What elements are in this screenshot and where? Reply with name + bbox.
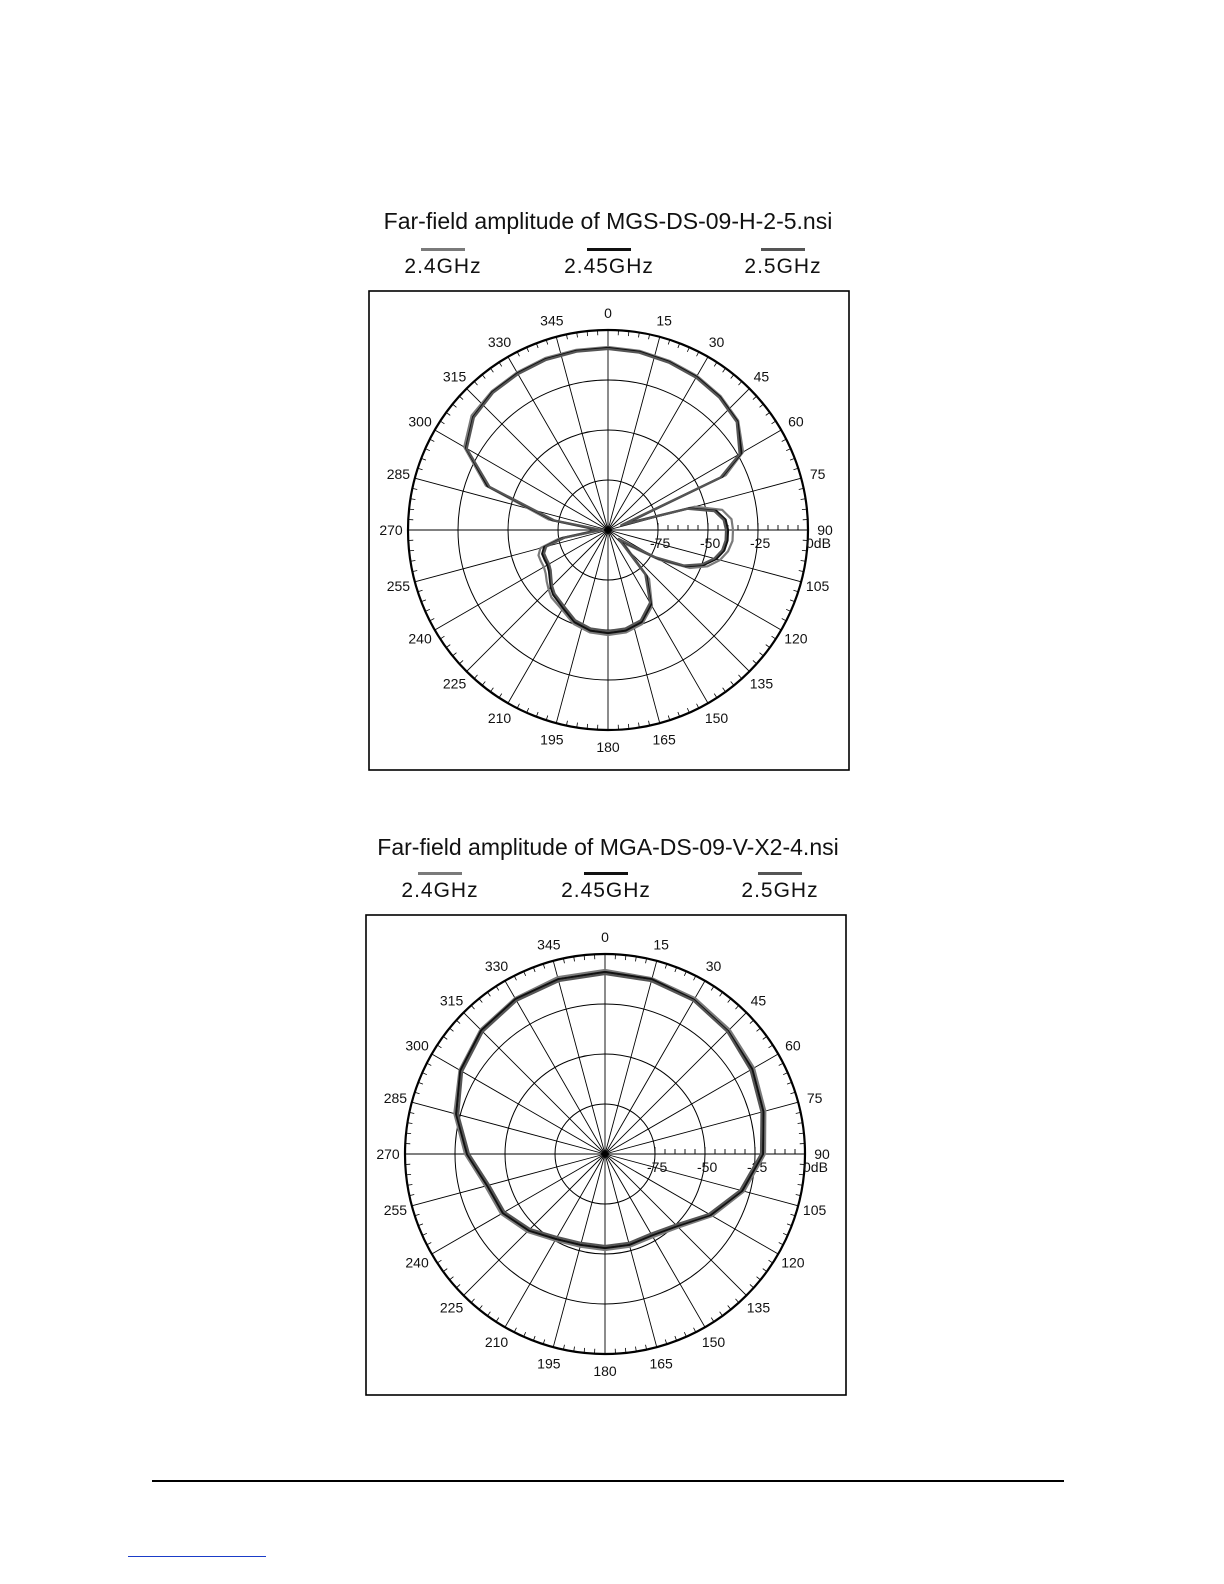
plot-2-outer-tick (427, 1063, 431, 1065)
plot-1-outer-tick (482, 375, 485, 379)
plot-2-angle-label-150: 150 (701, 1333, 726, 1350)
plot-2-outer-tick (757, 1277, 761, 1280)
plot-2-angle-label-180: 180 (593, 1363, 617, 1379)
plot-1-outer-tick (409, 509, 414, 510)
plot-2-outer-tick (769, 1260, 773, 1263)
plot-1-angle-label-165: 165 (652, 731, 676, 748)
plot-1-outer-tick (782, 439, 786, 441)
plot-1-outer-tick (482, 682, 485, 686)
plot-2-outer-tick (728, 999, 731, 1003)
plot-2-angle-label-345: 345 (537, 936, 561, 953)
plot-1-spoke-225 (467, 530, 608, 671)
plot-2-outer-tick (496, 1318, 499, 1322)
plot-1-angle-label-330: 330 (487, 334, 512, 351)
plot-1-legend-label-1: 2.45GHz (564, 255, 654, 278)
plot-1-radial-label-3: 0dB (806, 535, 831, 551)
plot-2-angle-label-15: 15 (653, 936, 669, 953)
plot-1-outer-tick (459, 396, 463, 399)
plot-1-outer-tick (459, 660, 463, 663)
plot-2-spoke-225 (464, 1154, 605, 1295)
plot-2-outer-tick (443, 1036, 447, 1039)
plot-2-outer-tick (625, 1348, 626, 1353)
plot-2-angle-label-105: 105 (802, 1202, 827, 1219)
plot-2-outer-tick (471, 1299, 474, 1303)
plot-2-outer-tick (757, 1028, 761, 1031)
plot-2-outer-tick (427, 1243, 431, 1245)
plot-1-radial-label-1: -50 (700, 535, 721, 551)
plot-2-outer-tick (720, 992, 723, 996)
footer-divider (152, 1480, 1064, 1482)
plot-1-outer-tick (772, 636, 776, 639)
plot-1-spoke-15 (608, 337, 660, 530)
plot-2-angle-label-60: 60 (785, 1037, 801, 1054)
plot-2-angle-label-330: 330 (484, 958, 509, 975)
plot-2-outer-tick (720, 1312, 723, 1316)
plot-2-angle-label-270: 270 (376, 1146, 400, 1162)
plot-1-outer-tick (802, 509, 807, 510)
plot-2-outer-tick (750, 1020, 754, 1023)
plot-2-outer-tick (471, 1005, 474, 1009)
plot-2-spoke-330 (505, 981, 605, 1154)
plot-2-angle-label-75: 75 (806, 1089, 823, 1106)
plot-1-angle-label-15: 15 (656, 312, 672, 329)
plot-1-series-2.4GHz (464, 347, 743, 635)
plot-2-spoke-345 (553, 961, 605, 1154)
plot-2-spoke-255 (412, 1154, 605, 1206)
plot-2-outer-tick (584, 1348, 585, 1353)
plot-1-angle-label-150: 150 (704, 709, 729, 726)
plot-1-spoke-240 (435, 530, 608, 630)
plot-1-spoke-315 (467, 389, 608, 530)
plot-2-outer-tick (694, 976, 696, 980)
plot-1-angle-label-45: 45 (753, 368, 770, 385)
plot-1-outer-tick (714, 362, 717, 366)
plot-1-radial-label-2: -25 (750, 535, 771, 551)
plot-1-outer-tick (430, 619, 434, 621)
plot-2-outer-tick (406, 1174, 411, 1175)
plot-1-outer-tick (453, 653, 457, 656)
plot-1-angle-label-285: 285 (386, 465, 411, 482)
plot-2-legend-label-2: 2.5GHz (741, 879, 819, 902)
plot-2-outer-tick (711, 1318, 714, 1322)
plot-2-outer-tick (487, 1312, 490, 1316)
plot-1-angle-label-300: 300 (408, 413, 432, 430)
plot-1-angle-label-240: 240 (408, 630, 432, 647)
plot-1-outer-tick (760, 653, 764, 656)
plot-1-outer-tick (731, 375, 734, 379)
plot-1-angle-label-255: 255 (386, 578, 411, 595)
plot-1-outer-tick (440, 421, 444, 424)
plot-2-outer-tick (479, 1306, 482, 1310)
plot-2-outer-tick (799, 1133, 804, 1134)
plot-1-angle-label-345: 345 (540, 312, 564, 329)
plot-2-outer-tick (735, 1299, 738, 1303)
plot-1-outer-tick (772, 421, 776, 424)
plot-1-outer-tick (738, 675, 741, 679)
plot-1-outer-tick (474, 381, 477, 385)
plot-1-angle-label-30: 30 (708, 334, 725, 351)
plot-1-angle-label-0: 0 (604, 305, 612, 321)
plot-1-outer-tick (723, 688, 726, 692)
plot-2-angle-label-195: 195 (537, 1355, 561, 1372)
plot-2-spoke-165 (605, 1154, 657, 1347)
plot-2-spoke-150 (605, 1154, 705, 1327)
plot-2-outer-tick (450, 1028, 454, 1031)
plot-1-outer-tick (714, 694, 717, 698)
plot-1-group (369, 291, 849, 770)
plot-2-outer-tick (711, 986, 714, 990)
plot-2-angle-label-165: 165 (649, 1355, 673, 1372)
plot-1-outer-tick (628, 724, 629, 729)
plot-2-group (366, 915, 846, 1395)
plot-1-spoke-345 (556, 337, 608, 530)
plot-1-outer-tick (474, 675, 477, 679)
plot-1-outer-tick (440, 636, 444, 639)
plot-1-radial-label-0: -75 (650, 535, 671, 551)
plot-2-radial-label-2: -25 (747, 1159, 768, 1175)
plot-1-outer-tick (453, 404, 457, 407)
plot-2-outer-tick (496, 986, 499, 990)
plot-1-outer-tick (517, 352, 519, 356)
plot-1-spoke-285 (415, 478, 608, 530)
plot-1-legend-label-0: 2.4GHz (404, 255, 482, 278)
plot-2-outer-tick (456, 1284, 460, 1287)
plot-2-angle-label-0: 0 (601, 929, 609, 945)
plot-1-spoke-300 (435, 430, 608, 530)
plot-1-outer-tick (499, 694, 502, 698)
plot-1-outer-tick (499, 362, 502, 366)
plot-2-spoke-15 (605, 961, 657, 1154)
plot-2-legend-label-1: 2.45GHz (561, 879, 651, 902)
plot-1-outer-tick (490, 368, 493, 372)
plot-1-outer-tick (738, 381, 741, 385)
plot-2-outer-tick (779, 1063, 783, 1065)
plot-2-outer-tick (514, 976, 516, 980)
plot-1-outer-tick (766, 645, 770, 648)
plot-2-outer-tick (437, 1045, 441, 1048)
plot-2-radial-label-1: -50 (697, 1159, 718, 1175)
plot-1-outer-tick (430, 439, 434, 441)
plot-1-angle-label-195: 195 (540, 731, 564, 748)
plot-2-angle-label-30: 30 (705, 958, 722, 975)
plot-2-outer-tick (769, 1045, 773, 1048)
plot-1-outer-tick (753, 660, 757, 663)
footer-link-underline (128, 1556, 266, 1557)
plot-1-outer-tick (731, 682, 734, 686)
plot-1-angle-label-210: 210 (487, 709, 512, 726)
plot-1-angle-label-225: 225 (442, 675, 467, 692)
plot-1-outer-tick (446, 412, 450, 415)
plot-2-angle-label-90: 90 (814, 1146, 830, 1162)
plot-2-spoke-240 (432, 1154, 605, 1254)
plot-2-spoke-315 (464, 1013, 605, 1154)
plot-2-outer-tick (450, 1277, 454, 1280)
plot-1-angle-label-105: 105 (805, 578, 830, 595)
plot-2-angle-label-120: 120 (781, 1254, 805, 1271)
plot-2-angle-label-285: 285 (383, 1089, 408, 1106)
plot-1-angle-label-180: 180 (596, 739, 620, 755)
plot-1-angle-label-270: 270 (379, 522, 403, 538)
plot-1-outer-tick (409, 550, 414, 551)
plot-2-outer-tick (779, 1243, 783, 1245)
plot-2-title: Far-field amplitude of MGA-DS-09-V-X2-4.nsi (377, 834, 839, 860)
plot-1-spoke-255 (415, 530, 608, 582)
plot-2-outer-tick (694, 1328, 696, 1332)
plot-1-spoke-60 (608, 430, 781, 530)
plot-2-outer-tick (406, 1133, 411, 1134)
plot-2-outer-tick (456, 1020, 460, 1023)
plot-2-outer-tick (750, 1284, 754, 1287)
plot-1-angle-label-90: 90 (817, 522, 833, 538)
plot-1-outer-tick (446, 645, 450, 648)
plot-1-spoke-150 (608, 530, 708, 703)
plot-1-outer-tick (723, 368, 726, 372)
plot-1-angle-label-75: 75 (809, 465, 826, 482)
plot-2-series-2.5GHz (458, 974, 761, 1246)
plot-2-angle-label-315: 315 (439, 992, 464, 1009)
plot-1-outer-tick (628, 331, 629, 336)
plot-1-outer-tick (490, 688, 493, 692)
plot-2-outer-tick (728, 1306, 731, 1310)
plot-2-outer-tick (487, 992, 490, 996)
plot-1-angle-label-60: 60 (788, 413, 804, 430)
plot-1-outer-tick (753, 396, 757, 399)
plot-2-outer-tick (735, 1005, 738, 1009)
plot-2-angle-label-240: 240 (405, 1254, 429, 1271)
plot-1-angle-label-135: 135 (749, 675, 774, 692)
plot-2-outer-tick (443, 1269, 447, 1272)
plot-2-outer-tick (625, 955, 626, 960)
plot-2-outer-tick (584, 955, 585, 960)
plot-1-outer-tick (517, 704, 519, 708)
plot-1-spoke-210 (508, 530, 608, 703)
plot-1-title: Far-field amplitude of MGS-DS-09-H-2-5.nsi (383, 208, 833, 234)
plot-2-outer-tick (514, 1328, 516, 1332)
plot-2-outer-tick (763, 1269, 767, 1272)
plot-2-spoke-75 (605, 1102, 798, 1154)
plot-1-angle-label-315: 315 (442, 368, 467, 385)
plot-1-outer-tick (697, 352, 699, 356)
plot-2-spoke-45 (605, 1013, 746, 1154)
plot-2-outer-tick (763, 1036, 767, 1039)
plot-1-outer-tick (587, 331, 588, 336)
plot-2-legend-label-0: 2.4GHz (401, 879, 479, 902)
plot-2-angle-label-225: 225 (439, 1299, 464, 1316)
plot-1-outer-tick (782, 619, 786, 621)
plot-1-outer-tick (766, 412, 770, 415)
plot-1-series-2.5GHz (467, 349, 740, 631)
plot-2-angle-label-255: 255 (383, 1202, 408, 1219)
plot-2-angle-label-300: 300 (405, 1037, 429, 1054)
plot-2-radial-label-3: 0dB (803, 1159, 828, 1175)
plot-2-angle-label-210: 210 (484, 1333, 509, 1350)
plot-1-outer-tick (697, 704, 699, 708)
plot-1-legend-label-2: 2.5GHz (744, 255, 822, 278)
plot-1-outer-tick (587, 724, 588, 729)
plot-2-spoke-30 (605, 981, 705, 1154)
plot-2-angle-label-45: 45 (750, 992, 767, 1009)
plot-1-outer-tick (760, 404, 764, 407)
plot-2-outer-tick (479, 999, 482, 1003)
plot-1-angle-label-120: 120 (784, 630, 808, 647)
plot-1-spoke-30 (608, 357, 708, 530)
plot-2-outer-tick (437, 1260, 441, 1263)
plot-2-spoke-195 (553, 1154, 605, 1347)
plot-2-radial-label-0: -75 (647, 1159, 668, 1175)
plot-2-angle-label-135: 135 (746, 1299, 771, 1316)
plot-2-spoke-285 (412, 1102, 605, 1154)
